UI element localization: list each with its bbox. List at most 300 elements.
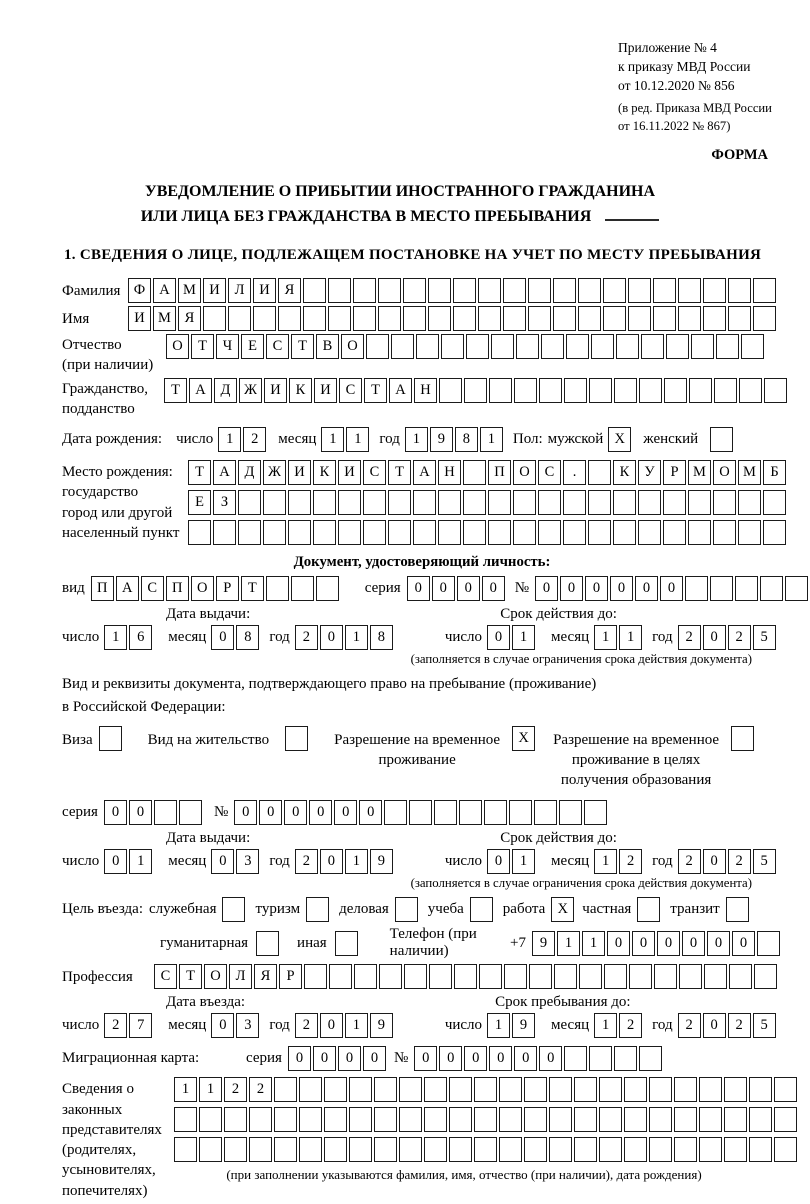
char-box[interactable]: 0 xyxy=(309,800,332,825)
legal-reps-char-box[interactable] xyxy=(499,1137,522,1162)
legal-reps-char-box[interactable] xyxy=(674,1137,697,1162)
legal-reps-char-box[interactable] xyxy=(324,1137,347,1162)
legal-reps-char-box[interactable] xyxy=(524,1077,547,1102)
char-box[interactable] xyxy=(639,1046,662,1071)
patronymic-char-box[interactable]: С xyxy=(266,334,289,359)
citizenship-char-box[interactable] xyxy=(764,378,787,403)
char-box[interactable]: 0 xyxy=(288,1046,311,1071)
legal-reps-char-box[interactable] xyxy=(599,1077,622,1102)
citizenship-char-box[interactable] xyxy=(689,378,712,403)
legal-reps-char-box[interactable] xyxy=(174,1107,197,1132)
profession-char-box[interactable] xyxy=(329,964,352,989)
given-name-char-box[interactable]: М xyxy=(153,306,176,331)
given-name-char-box[interactable] xyxy=(553,306,576,331)
char-box[interactable]: 0 xyxy=(514,1046,537,1071)
char-box[interactable] xyxy=(726,897,749,922)
profession-char-box[interactable] xyxy=(704,964,727,989)
profession-char-box[interactable] xyxy=(729,964,752,989)
citizenship-char-box[interactable]: И xyxy=(314,378,337,403)
legal-reps-char-box[interactable] xyxy=(574,1077,597,1102)
legal-reps-char-box[interactable] xyxy=(699,1137,722,1162)
char-box[interactable]: 0 xyxy=(489,1046,512,1071)
birth-place-char-box[interactable]: К xyxy=(313,460,336,485)
given-name-char-box[interactable] xyxy=(328,306,351,331)
char-box[interactable] xyxy=(179,800,202,825)
birth-place-char-box[interactable]: К xyxy=(613,460,636,485)
legal-reps-char-box[interactable] xyxy=(249,1137,272,1162)
birth-place-char-box[interactable] xyxy=(613,520,636,545)
citizenship-char-box[interactable] xyxy=(489,378,512,403)
given-name-char-box[interactable] xyxy=(303,306,326,331)
birth-place-char-box[interactable] xyxy=(588,490,611,515)
char-box[interactable]: 2 xyxy=(295,1013,318,1038)
profession-char-box[interactable] xyxy=(579,964,602,989)
doc-number-box[interactable] xyxy=(785,576,808,601)
birth-place-char-box[interactable] xyxy=(363,520,386,545)
phone-digit-box[interactable] xyxy=(757,931,780,956)
birth-place-char-box[interactable]: О xyxy=(713,460,736,485)
surname-char-box[interactable] xyxy=(603,278,626,303)
patronymic-char-box[interactable] xyxy=(691,334,714,359)
patronymic-char-box[interactable]: О xyxy=(166,334,189,359)
char-box[interactable]: 0 xyxy=(259,800,282,825)
patronymic-char-box[interactable] xyxy=(441,334,464,359)
char-box[interactable]: 0 xyxy=(129,800,152,825)
birth-place-char-box[interactable] xyxy=(513,490,536,515)
surname-char-box[interactable] xyxy=(378,278,401,303)
char-box[interactable]: 0 xyxy=(320,1013,343,1038)
birth-place-char-box[interactable] xyxy=(363,490,386,515)
given-name-char-box[interactable] xyxy=(453,306,476,331)
citizenship-char-box[interactable] xyxy=(614,378,637,403)
legal-reps-char-box[interactable]: 2 xyxy=(249,1077,272,1102)
birth-place-char-box[interactable] xyxy=(763,490,786,515)
legal-reps-char-box[interactable] xyxy=(299,1137,322,1162)
birth-place-char-box[interactable] xyxy=(663,520,686,545)
birth-place-char-box[interactable] xyxy=(413,520,436,545)
surname-char-box[interactable] xyxy=(728,278,751,303)
citizenship-char-box[interactable] xyxy=(589,378,612,403)
surname-char-box[interactable]: И xyxy=(203,278,226,303)
birth-place-char-box[interactable] xyxy=(388,520,411,545)
char-box[interactable]: 1 xyxy=(594,849,617,874)
birth-place-char-box[interactable] xyxy=(338,520,361,545)
residence-permit-checkbox-cell[interactable] xyxy=(285,726,308,751)
surname-char-box[interactable]: М xyxy=(178,278,201,303)
birth-place-char-box[interactable]: Т xyxy=(188,460,211,485)
patronymic-char-box[interactable] xyxy=(366,334,389,359)
doc-number-box[interactable]: 0 xyxy=(610,576,633,601)
citizenship-char-box[interactable]: А xyxy=(189,378,212,403)
legal-reps-char-box[interactable] xyxy=(524,1137,547,1162)
char-box[interactable]: 0 xyxy=(104,849,127,874)
surname-char-box[interactable]: А xyxy=(153,278,176,303)
char-box[interactable] xyxy=(584,800,607,825)
patronymic-char-box[interactable] xyxy=(591,334,614,359)
char-box[interactable]: 2 xyxy=(619,1013,642,1038)
given-name-char-box[interactable] xyxy=(253,306,276,331)
phone-digit-box[interactable]: 0 xyxy=(682,931,705,956)
citizenship-char-box[interactable] xyxy=(714,378,737,403)
given-name-char-box[interactable] xyxy=(478,306,501,331)
char-box[interactable]: 5 xyxy=(753,625,776,650)
profession-char-box[interactable] xyxy=(629,964,652,989)
patronymic-char-box[interactable] xyxy=(666,334,689,359)
legal-reps-char-box[interactable] xyxy=(374,1107,397,1132)
birth-place-char-box[interactable] xyxy=(313,520,336,545)
surname-char-box[interactable]: Л xyxy=(228,278,251,303)
profession-char-box[interactable] xyxy=(354,964,377,989)
surname-char-box[interactable] xyxy=(553,278,576,303)
patronymic-char-box[interactable] xyxy=(741,334,764,359)
char-box[interactable] xyxy=(395,897,418,922)
char-box[interactable]: 1 xyxy=(512,849,535,874)
legal-reps-char-box[interactable] xyxy=(774,1077,797,1102)
profession-char-box[interactable] xyxy=(604,964,627,989)
char-box[interactable]: 3 xyxy=(236,849,259,874)
birth-place-char-box[interactable] xyxy=(188,520,211,545)
legal-reps-char-box[interactable] xyxy=(749,1137,772,1162)
patronymic-char-box[interactable] xyxy=(516,334,539,359)
legal-reps-char-box[interactable] xyxy=(599,1107,622,1132)
profession-char-box[interactable] xyxy=(529,964,552,989)
profession-char-box[interactable] xyxy=(479,964,502,989)
char-box[interactable]: 6 xyxy=(129,625,152,650)
surname-char-box[interactable]: Ф xyxy=(128,278,151,303)
sex-male-checkbox-cell[interactable]: X xyxy=(608,427,631,452)
char-box[interactable]: 7 xyxy=(129,1013,152,1038)
phone-digit-box[interactable]: 0 xyxy=(657,931,680,956)
legal-reps-char-box[interactable] xyxy=(249,1107,272,1132)
char-box[interactable]: 1 xyxy=(487,1013,510,1038)
citizenship-char-box[interactable]: С xyxy=(339,378,362,403)
birth-place-char-box[interactable] xyxy=(338,490,361,515)
birth-place-char-box[interactable] xyxy=(463,490,486,515)
char-box[interactable]: X xyxy=(551,897,574,922)
legal-reps-char-box[interactable] xyxy=(674,1107,697,1132)
birth-place-char-box[interactable] xyxy=(413,490,436,515)
birth-place-char-box[interactable]: М xyxy=(688,460,711,485)
char-box[interactable]: 8 xyxy=(370,625,393,650)
legal-reps-char-box[interactable] xyxy=(324,1077,347,1102)
birth-place-char-box[interactable] xyxy=(588,460,611,485)
patronymic-char-box[interactable]: Ч xyxy=(216,334,239,359)
legal-reps-char-box[interactable] xyxy=(299,1107,322,1132)
legal-reps-char-box[interactable] xyxy=(224,1137,247,1162)
surname-char-box[interactable] xyxy=(628,278,651,303)
legal-reps-char-box[interactable] xyxy=(724,1137,747,1162)
birth-place-char-box[interactable] xyxy=(613,490,636,515)
char-box[interactable]: 8 xyxy=(236,625,259,650)
legal-reps-char-box[interactable]: 2 xyxy=(224,1077,247,1102)
citizenship-char-box[interactable] xyxy=(739,378,762,403)
profession-char-box[interactable] xyxy=(304,964,327,989)
char-box[interactable] xyxy=(509,800,532,825)
doc-type-char-box[interactable] xyxy=(266,576,289,601)
char-box[interactable] xyxy=(222,897,245,922)
char-box[interactable]: 0 xyxy=(703,625,726,650)
legal-reps-char-box[interactable] xyxy=(474,1137,497,1162)
char-box[interactable] xyxy=(534,800,557,825)
citizenship-char-box[interactable]: Ж xyxy=(239,378,262,403)
legal-reps-char-box[interactable] xyxy=(724,1077,747,1102)
patronymic-char-box[interactable] xyxy=(416,334,439,359)
citizenship-char-box[interactable]: И xyxy=(264,378,287,403)
legal-reps-char-box[interactable] xyxy=(274,1107,297,1132)
given-name-char-box[interactable] xyxy=(728,306,751,331)
doc-number-box[interactable]: 0 xyxy=(535,576,558,601)
legal-reps-char-box[interactable] xyxy=(224,1107,247,1132)
doc-type-char-box[interactable]: С xyxy=(141,576,164,601)
char-box[interactable]: 0 xyxy=(313,1046,336,1071)
birth-place-char-box[interactable] xyxy=(738,520,761,545)
legal-reps-char-box[interactable] xyxy=(699,1077,722,1102)
legal-reps-char-box[interactable] xyxy=(599,1137,622,1162)
phone-digit-box[interactable]: 1 xyxy=(557,931,580,956)
char-box[interactable]: 2 xyxy=(295,625,318,650)
doc-number-box[interactable] xyxy=(685,576,708,601)
char-box[interactable] xyxy=(484,800,507,825)
surname-char-box[interactable] xyxy=(703,278,726,303)
profession-char-box[interactable] xyxy=(404,964,427,989)
char-box[interactable]: 3 xyxy=(236,1013,259,1038)
char-box[interactable] xyxy=(256,931,279,956)
profession-char-box[interactable] xyxy=(554,964,577,989)
patronymic-char-box[interactable] xyxy=(466,334,489,359)
char-box[interactable] xyxy=(637,897,660,922)
char-box[interactable]: 5 xyxy=(753,1013,776,1038)
legal-reps-char-box[interactable] xyxy=(624,1137,647,1162)
char-box[interactable]: 0 xyxy=(284,800,307,825)
legal-reps-char-box[interactable] xyxy=(524,1107,547,1132)
profession-char-box[interactable] xyxy=(679,964,702,989)
birth-place-char-box[interactable]: М xyxy=(738,460,761,485)
doc-type-char-box[interactable]: Р xyxy=(216,576,239,601)
given-name-char-box[interactable]: Я xyxy=(178,306,201,331)
char-box[interactable]: 0 xyxy=(363,1046,386,1071)
profession-char-box[interactable]: Л xyxy=(229,964,252,989)
char-box[interactable]: 2 xyxy=(678,1013,701,1038)
sex-female-checkbox-cell[interactable] xyxy=(710,427,733,452)
birth-place-char-box[interactable]: З xyxy=(213,490,236,515)
char-box[interactable]: 0 xyxy=(487,625,510,650)
birth-place-char-box[interactable] xyxy=(588,520,611,545)
birth-year-box[interactable]: 8 xyxy=(455,427,478,452)
given-name-char-box[interactable] xyxy=(203,306,226,331)
legal-reps-char-box[interactable] xyxy=(449,1137,472,1162)
phone-digit-box[interactable]: 0 xyxy=(707,931,730,956)
doc-series-box[interactable]: 0 xyxy=(407,576,430,601)
citizenship-char-box[interactable]: К xyxy=(289,378,312,403)
surname-char-box[interactable] xyxy=(578,278,601,303)
char-box[interactable]: 0 xyxy=(487,849,510,874)
birth-place-char-box[interactable] xyxy=(538,490,561,515)
legal-reps-char-box[interactable] xyxy=(649,1107,672,1132)
surname-char-box[interactable] xyxy=(303,278,326,303)
birth-place-char-box[interactable] xyxy=(438,520,461,545)
char-box[interactable]: 2 xyxy=(728,1013,751,1038)
legal-reps-char-box[interactable] xyxy=(649,1077,672,1102)
legal-reps-char-box[interactable] xyxy=(424,1107,447,1132)
given-name-char-box[interactable] xyxy=(653,306,676,331)
citizenship-char-box[interactable]: Д xyxy=(214,378,237,403)
legal-reps-char-box[interactable] xyxy=(674,1077,697,1102)
surname-char-box[interactable] xyxy=(353,278,376,303)
given-name-char-box[interactable] xyxy=(503,306,526,331)
char-box[interactable]: 1 xyxy=(129,849,152,874)
legal-reps-char-box[interactable] xyxy=(424,1137,447,1162)
legal-reps-char-box[interactable] xyxy=(549,1137,572,1162)
birth-place-char-box[interactable] xyxy=(763,520,786,545)
legal-reps-char-box[interactable] xyxy=(499,1077,522,1102)
char-box[interactable]: 0 xyxy=(320,849,343,874)
phone-digit-box[interactable]: 1 xyxy=(582,931,605,956)
char-box[interactable] xyxy=(470,897,493,922)
profession-char-box[interactable] xyxy=(654,964,677,989)
doc-number-box[interactable] xyxy=(735,576,758,601)
doc-type-char-box[interactable]: П xyxy=(166,576,189,601)
birth-place-char-box[interactable]: Р xyxy=(663,460,686,485)
legal-reps-char-box[interactable] xyxy=(449,1107,472,1132)
birth-year-box[interactable]: 9 xyxy=(430,427,453,452)
birth-place-char-box[interactable] xyxy=(213,520,236,545)
char-box[interactable] xyxy=(589,1046,612,1071)
char-box[interactable]: 2 xyxy=(619,849,642,874)
char-box[interactable]: 5 xyxy=(753,849,776,874)
citizenship-char-box[interactable]: Н xyxy=(414,378,437,403)
profession-char-box[interactable] xyxy=(504,964,527,989)
legal-reps-char-box[interactable] xyxy=(374,1077,397,1102)
legal-reps-char-box[interactable]: 1 xyxy=(174,1077,197,1102)
char-box[interactable]: 1 xyxy=(594,625,617,650)
char-box[interactable]: 0 xyxy=(211,849,234,874)
given-name-char-box[interactable] xyxy=(228,306,251,331)
char-box[interactable]: 0 xyxy=(211,625,234,650)
birth-place-char-box[interactable] xyxy=(288,520,311,545)
legal-reps-char-box[interactable] xyxy=(449,1077,472,1102)
birth-place-char-box[interactable] xyxy=(463,520,486,545)
char-box[interactable]: 0 xyxy=(439,1046,462,1071)
legal-reps-char-box[interactable] xyxy=(324,1107,347,1132)
char-box[interactable]: 0 xyxy=(703,849,726,874)
char-box[interactable]: 2 xyxy=(678,625,701,650)
citizenship-char-box[interactable] xyxy=(514,378,537,403)
legal-reps-char-box[interactable] xyxy=(199,1107,222,1132)
legal-reps-char-box[interactable] xyxy=(399,1077,422,1102)
legal-reps-char-box[interactable] xyxy=(549,1077,572,1102)
char-box[interactable]: 2 xyxy=(728,625,751,650)
given-name-char-box[interactable] xyxy=(678,306,701,331)
char-box[interactable]: 0 xyxy=(211,1013,234,1038)
legal-reps-char-box[interactable] xyxy=(624,1077,647,1102)
profession-char-box[interactable]: Т xyxy=(179,964,202,989)
char-box[interactable]: 9 xyxy=(370,849,393,874)
char-box[interactable]: 9 xyxy=(370,1013,393,1038)
legal-reps-char-box[interactable]: 1 xyxy=(199,1077,222,1102)
legal-reps-char-box[interactable] xyxy=(624,1107,647,1132)
phone-digit-box[interactable]: 0 xyxy=(607,931,630,956)
patronymic-char-box[interactable] xyxy=(641,334,664,359)
patronymic-char-box[interactable]: Т xyxy=(291,334,314,359)
patronymic-char-box[interactable] xyxy=(616,334,639,359)
profession-char-box[interactable] xyxy=(429,964,452,989)
legal-reps-char-box[interactable] xyxy=(274,1077,297,1102)
birth-day-box[interactable]: 2 xyxy=(243,427,266,452)
birth-place-char-box[interactable] xyxy=(438,490,461,515)
birth-place-char-box[interactable]: Б xyxy=(763,460,786,485)
char-box[interactable]: 2 xyxy=(104,1013,127,1038)
given-name-char-box[interactable]: И xyxy=(128,306,151,331)
given-name-char-box[interactable] xyxy=(603,306,626,331)
citizenship-char-box[interactable]: Т xyxy=(164,378,187,403)
char-box[interactable] xyxy=(459,800,482,825)
birth-place-char-box[interactable] xyxy=(513,520,536,545)
patronymic-char-box[interactable] xyxy=(541,334,564,359)
profession-char-box[interactable]: Я xyxy=(254,964,277,989)
legal-reps-char-box[interactable] xyxy=(499,1107,522,1132)
patronymic-char-box[interactable]: О xyxy=(341,334,364,359)
doc-type-char-box[interactable]: Т xyxy=(241,576,264,601)
phone-digit-box[interactable]: 9 xyxy=(532,931,555,956)
legal-reps-char-box[interactable] xyxy=(474,1077,497,1102)
birth-place-char-box[interactable] xyxy=(263,520,286,545)
birth-place-char-box[interactable]: Т xyxy=(388,460,411,485)
char-box[interactable]: 1 xyxy=(594,1013,617,1038)
citizenship-char-box[interactable] xyxy=(439,378,462,403)
char-box[interactable]: 0 xyxy=(338,1046,361,1071)
birth-place-char-box[interactable] xyxy=(488,520,511,545)
patronymic-char-box[interactable] xyxy=(566,334,589,359)
birth-place-char-box[interactable] xyxy=(488,490,511,515)
doc-number-box[interactable] xyxy=(710,576,733,601)
char-box[interactable]: 0 xyxy=(234,800,257,825)
patronymic-char-box[interactable]: Т xyxy=(191,334,214,359)
birth-place-char-box[interactable]: Д xyxy=(238,460,261,485)
legal-reps-char-box[interactable] xyxy=(424,1077,447,1102)
char-box[interactable]: 0 xyxy=(104,800,127,825)
given-name-char-box[interactable] xyxy=(428,306,451,331)
surname-char-box[interactable]: Я xyxy=(278,278,301,303)
birth-place-char-box[interactable] xyxy=(463,460,486,485)
birth-place-char-box[interactable]: Е xyxy=(188,490,211,515)
char-box[interactable]: 1 xyxy=(345,849,368,874)
birth-place-char-box[interactable]: У xyxy=(638,460,661,485)
char-box[interactable] xyxy=(614,1046,637,1071)
birth-place-char-box[interactable]: Ж xyxy=(263,460,286,485)
doc-series-box[interactable]: 0 xyxy=(482,576,505,601)
profession-char-box[interactable] xyxy=(754,964,777,989)
citizenship-char-box[interactable]: Т xyxy=(364,378,387,403)
birth-place-char-box[interactable] xyxy=(688,520,711,545)
char-box[interactable]: 2 xyxy=(295,849,318,874)
char-box[interactable]: 2 xyxy=(728,849,751,874)
legal-reps-char-box[interactable] xyxy=(399,1107,422,1132)
birth-place-char-box[interactable]: А xyxy=(413,460,436,485)
birth-place-char-box[interactable] xyxy=(288,490,311,515)
citizenship-char-box[interactable] xyxy=(564,378,587,403)
birth-place-char-box[interactable] xyxy=(688,490,711,515)
phone-digit-box[interactable]: 0 xyxy=(632,931,655,956)
given-name-char-box[interactable] xyxy=(703,306,726,331)
char-box[interactable]: 1 xyxy=(619,625,642,650)
patronymic-char-box[interactable]: Е xyxy=(241,334,264,359)
patronymic-char-box[interactable] xyxy=(491,334,514,359)
birth-place-char-box[interactable] xyxy=(563,490,586,515)
char-box[interactable]: 1 xyxy=(104,625,127,650)
profession-char-box[interactable] xyxy=(454,964,477,989)
char-box[interactable]: 0 xyxy=(703,1013,726,1038)
char-box[interactable] xyxy=(335,931,358,956)
